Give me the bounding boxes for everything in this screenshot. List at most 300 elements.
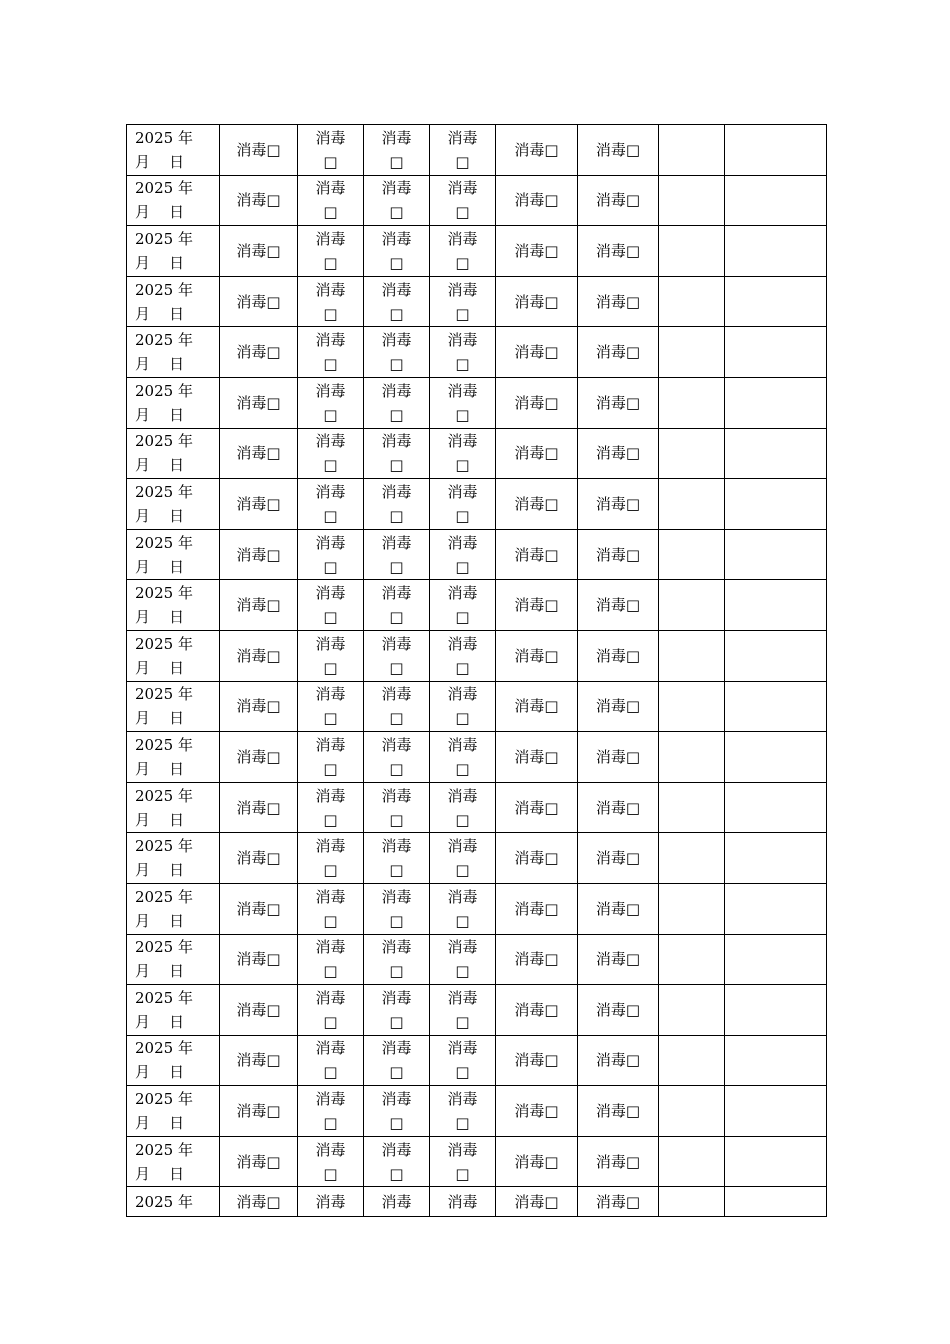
- blank-cell-a[interactable]: [659, 580, 725, 631]
- disinfect-cell-4: [430, 428, 496, 479]
- blank-cell-a[interactable]: [659, 1035, 725, 1086]
- disinfect-checkbox-label[interactable]: 消毒□: [315, 381, 346, 424]
- month-day-label: 月 日: [135, 253, 185, 272]
- date-cell[interactable]: [127, 479, 220, 530]
- blank-cell-b[interactable]: [725, 1136, 827, 1187]
- disinfect-checkbox-label[interactable]: 消毒□: [381, 584, 412, 627]
- disinfect-cell-2: [298, 580, 364, 631]
- disinfect-checkbox-label[interactable]: 消毒□: [595, 646, 641, 665]
- blank-cell-a[interactable]: [659, 883, 725, 934]
- disinfect-checkbox-label[interactable]: 消毒□: [315, 634, 346, 677]
- disinfect-checkbox-label[interactable]: 消毒□: [315, 533, 346, 576]
- disinfect-checkbox-label[interactable]: 消毒□: [514, 646, 559, 665]
- disinfect-checkbox-label[interactable]: 消毒□: [447, 1140, 478, 1183]
- disinfect-checkbox-label[interactable]: 消毒□: [315, 1140, 346, 1183]
- disinfect-checkbox-label[interactable]: 消毒□: [514, 545, 559, 564]
- disinfect-checkbox-label[interactable]: 消毒□: [447, 1039, 478, 1082]
- log-row: [127, 580, 827, 631]
- blank-cell-b[interactable]: [725, 934, 827, 985]
- disinfect-checkbox-label[interactable]: 消毒□: [595, 798, 641, 817]
- disinfect-cell-4: [430, 1035, 496, 1086]
- date-cell[interactable]: [127, 125, 220, 176]
- blank-cell-b[interactable]: [725, 681, 827, 732]
- disinfect-checkbox-label[interactable]: 消毒□: [514, 494, 559, 513]
- disinfect-checkbox-label[interactable]: 消毒□: [447, 280, 478, 323]
- year-label: 2025 年: [135, 685, 193, 704]
- disinfect-checkbox-label[interactable]: 消毒□: [447, 887, 478, 930]
- disinfect-checkbox-label[interactable]: 消毒□: [315, 938, 346, 981]
- disinfect-cell-4: [430, 327, 496, 378]
- disinfect-cell-5: [496, 327, 578, 378]
- disinfect-checkbox-label[interactable]: 消毒□: [514, 1152, 559, 1171]
- disinfect-checkbox-label[interactable]: 消毒: [381, 1192, 412, 1211]
- blank-cell-b[interactable]: [725, 1035, 827, 1086]
- date-cell[interactable]: [127, 732, 220, 783]
- disinfect-checkbox-label[interactable]: 消毒□: [236, 747, 281, 766]
- disinfect-cell-1: [220, 732, 298, 783]
- blank-cell-a[interactable]: [659, 276, 725, 327]
- date-cell[interactable]: [127, 580, 220, 631]
- blank-cell-b[interactable]: [725, 985, 827, 1036]
- log-row: [127, 226, 827, 277]
- disinfect-checkbox-label[interactable]: 消毒□: [595, 899, 641, 918]
- disinfect-checkbox-label[interactable]: 消毒□: [447, 584, 478, 627]
- date-cell[interactable]: [127, 782, 220, 833]
- disinfect-cell-1: [220, 934, 298, 985]
- log-row: [127, 630, 827, 681]
- disinfect-checkbox-label[interactable]: 消毒□: [381, 887, 412, 930]
- disinfect-cell-1: [220, 529, 298, 580]
- disinfect-cell-4: [430, 175, 496, 226]
- disinfect-cell-1: [220, 226, 298, 277]
- disinfect-checkbox-label[interactable]: 消毒□: [514, 697, 559, 716]
- blank-cell-a[interactable]: [659, 327, 725, 378]
- disinfect-checkbox-label[interactable]: 消毒□: [595, 191, 641, 210]
- disinfect-cell-2: [298, 630, 364, 681]
- blank-cell-b[interactable]: [725, 226, 827, 277]
- disinfect-cell-3: [364, 175, 430, 226]
- date-cell[interactable]: [127, 226, 220, 277]
- disinfect-cell-5: [496, 428, 578, 479]
- blank-cell-b[interactable]: [725, 1187, 827, 1217]
- disinfect-checkbox-label[interactable]: 消毒□: [381, 1090, 412, 1133]
- year-label: 2025 年: [135, 1140, 193, 1159]
- disinfect-checkbox-label[interactable]: 消毒□: [447, 482, 478, 525]
- month-day-label: 月 日: [135, 355, 185, 374]
- disinfect-cell-6: [578, 226, 659, 277]
- blank-cell-a[interactable]: [659, 529, 725, 580]
- month-day-label: 月 日: [135, 152, 185, 171]
- disinfect-checkbox-label[interactable]: 消毒□: [447, 179, 478, 222]
- disinfect-checkbox-label[interactable]: 消毒□: [514, 596, 559, 615]
- disinfect-checkbox-label[interactable]: 消毒□: [595, 140, 641, 159]
- disinfect-cell-1: [220, 377, 298, 428]
- disinfect-checkbox-label[interactable]: 消毒□: [236, 393, 281, 412]
- blank-cell-b[interactable]: [725, 580, 827, 631]
- disinfect-checkbox-label[interactable]: 消毒: [315, 1192, 346, 1211]
- blank-cell-a[interactable]: [659, 377, 725, 428]
- disinfect-checkbox-label[interactable]: 消毒□: [315, 887, 346, 930]
- disinfect-checkbox-label[interactable]: 消毒□: [447, 331, 478, 374]
- disinfect-cell-5: [496, 630, 578, 681]
- disinfect-checkbox-label[interactable]: 消毒□: [381, 331, 412, 374]
- log-row: [127, 681, 827, 732]
- disinfect-cell-1: [220, 327, 298, 378]
- month-day-label: 月 日: [135, 456, 185, 475]
- blank-cell-a[interactable]: [659, 428, 725, 479]
- year-label: 2025 年: [135, 533, 193, 552]
- disinfect-checkbox-label[interactable]: 消毒□: [595, 747, 641, 766]
- blank-cell-b[interactable]: [725, 1086, 827, 1137]
- disinfect-checkbox-label[interactable]: 消毒□: [315, 988, 346, 1031]
- disinfect-checkbox-label[interactable]: 消毒□: [315, 685, 346, 728]
- disinfect-cell-4: [430, 732, 496, 783]
- disinfect-cell-5: [496, 934, 578, 985]
- disinfect-checkbox-label[interactable]: 消毒□: [447, 634, 478, 677]
- disinfect-checkbox-label[interactable]: 消毒□: [595, 849, 641, 868]
- disinfect-checkbox-label[interactable]: 消毒□: [381, 128, 412, 171]
- year-label: 2025 年: [135, 988, 193, 1007]
- year-label: 2025 年: [135, 229, 193, 248]
- disinfect-checkbox-label[interactable]: 消毒□: [595, 1152, 641, 1171]
- disinfect-checkbox-label[interactable]: 消毒□: [381, 280, 412, 323]
- disinfect-cell-4: [430, 934, 496, 985]
- disinfect-checkbox-label[interactable]: 消毒□: [315, 837, 346, 880]
- blank-cell-a[interactable]: [659, 630, 725, 681]
- disinfect-checkbox-label[interactable]: 消毒□: [236, 646, 281, 665]
- date-cell[interactable]: [127, 377, 220, 428]
- disinfect-cell-4: [430, 883, 496, 934]
- disinfect-checkbox-label[interactable]: 消毒□: [447, 735, 478, 778]
- disinfect-checkbox-label[interactable]: 消毒□: [381, 1140, 412, 1183]
- blank-cell-b[interactable]: [725, 377, 827, 428]
- blank-cell-a[interactable]: [659, 1187, 725, 1217]
- date-cell[interactable]: [127, 630, 220, 681]
- disinfect-cell-1: [220, 580, 298, 631]
- disinfect-checkbox-label[interactable]: 消毒□: [447, 381, 478, 424]
- disinfect-cell-5: [496, 479, 578, 530]
- disinfect-cell-6: [578, 479, 659, 530]
- disinfect-cell-3: [364, 1035, 430, 1086]
- disinfect-checkbox-label[interactable]: 消毒□: [381, 1039, 412, 1082]
- month-day-label: 月 日: [135, 506, 185, 525]
- disinfect-checkbox-label[interactable]: 消毒□: [236, 292, 281, 311]
- disinfect-cell-6: [578, 125, 659, 176]
- disinfect-checkbox-label[interactable]: 消毒□: [315, 280, 346, 323]
- disinfect-checkbox-label[interactable]: 消毒□: [514, 241, 559, 260]
- disinfect-checkbox-label[interactable]: 消毒□: [514, 747, 559, 766]
- disinfect-checkbox-label[interactable]: 消毒□: [514, 393, 559, 412]
- date-cell[interactable]: [127, 934, 220, 985]
- disinfect-checkbox-label[interactable]: 消毒□: [236, 494, 281, 513]
- disinfect-checkbox-label[interactable]: 消毒□: [381, 381, 412, 424]
- disinfect-checkbox-label[interactable]: 消毒□: [595, 1192, 641, 1211]
- disinfect-checkbox-label[interactable]: 消毒□: [381, 837, 412, 880]
- blank-cell-a[interactable]: [659, 833, 725, 884]
- date-cell[interactable]: [127, 1086, 220, 1137]
- disinfect-checkbox-label[interactable]: 消毒□: [236, 950, 281, 969]
- disinfect-checkbox-label[interactable]: 消毒□: [381, 229, 412, 272]
- disinfect-cell-1: [220, 1136, 298, 1187]
- disinfect-cell-1: [220, 630, 298, 681]
- log-row: [127, 1035, 827, 1086]
- disinfect-checkbox-label[interactable]: 消毒□: [595, 444, 641, 463]
- disinfect-cell-3: [364, 1187, 430, 1217]
- disinfect-cell-4: [430, 1187, 496, 1217]
- disinfect-checkbox-label[interactable]: 消毒□: [236, 140, 281, 159]
- disinfect-cell-6: [578, 630, 659, 681]
- disinfect-cell-4: [430, 580, 496, 631]
- year-label: 2025 年: [135, 280, 193, 299]
- blank-cell-a[interactable]: [659, 125, 725, 176]
- blank-cell-a[interactable]: [659, 934, 725, 985]
- blank-cell-b[interactable]: [725, 833, 827, 884]
- disinfect-checkbox-label[interactable]: 消毒: [447, 1192, 478, 1211]
- disinfect-cell-3: [364, 1086, 430, 1137]
- disinfect-checkbox-label[interactable]: 消毒□: [595, 1000, 641, 1019]
- disinfect-checkbox-label[interactable]: 消毒□: [514, 798, 559, 817]
- disinfect-cell-1: [220, 833, 298, 884]
- disinfect-checkbox-label[interactable]: 消毒□: [447, 229, 478, 272]
- disinfect-checkbox-label[interactable]: 消毒□: [447, 533, 478, 576]
- disinfect-checkbox-label[interactable]: 消毒□: [514, 899, 559, 918]
- disinfect-checkbox-label[interactable]: 消毒□: [236, 1102, 281, 1121]
- log-row: [127, 833, 827, 884]
- disinfect-checkbox-label[interactable]: 消毒□: [514, 191, 559, 210]
- blank-cell-b[interactable]: [725, 327, 827, 378]
- disinfect-cell-1: [220, 276, 298, 327]
- disinfect-checkbox-label[interactable]: 消毒□: [514, 849, 559, 868]
- disinfect-checkbox-label[interactable]: 消毒□: [315, 1090, 346, 1133]
- month-day-label: 月 日: [135, 861, 185, 880]
- month-day-label: 月 日: [135, 1063, 185, 1082]
- disinfect-checkbox-label[interactable]: 消毒□: [381, 938, 412, 981]
- disinfect-checkbox-label[interactable]: 消毒□: [514, 444, 559, 463]
- disinfect-checkbox-label[interactable]: 消毒□: [315, 584, 346, 627]
- disinfect-checkbox-label[interactable]: 消毒□: [236, 191, 281, 210]
- disinfect-checkbox-label[interactable]: 消毒□: [514, 1051, 559, 1070]
- disinfect-checkbox-label[interactable]: 消毒□: [595, 292, 641, 311]
- blank-cell-a[interactable]: [659, 479, 725, 530]
- disinfect-checkbox-label[interactable]: 消毒□: [236, 241, 281, 260]
- disinfect-cell-2: [298, 479, 364, 530]
- disinfect-cell-1: [220, 1187, 298, 1217]
- disinfect-checkbox-label[interactable]: 消毒□: [236, 798, 281, 817]
- disinfect-cell-2: [298, 985, 364, 1036]
- disinfect-cell-5: [496, 580, 578, 631]
- date-cell[interactable]: [127, 529, 220, 580]
- disinfect-checkbox-label[interactable]: 消毒□: [315, 735, 346, 778]
- disinfect-cell-2: [298, 428, 364, 479]
- disinfect-checkbox-label[interactable]: 消毒□: [447, 988, 478, 1031]
- disinfect-checkbox-label[interactable]: 消毒□: [381, 988, 412, 1031]
- disinfect-checkbox-label[interactable]: 消毒□: [447, 1090, 478, 1133]
- log-row: [127, 1086, 827, 1137]
- disinfect-checkbox-label[interactable]: 消毒□: [447, 938, 478, 981]
- disinfect-checkbox-label[interactable]: 消毒□: [315, 1039, 346, 1082]
- date-cell[interactable]: [127, 1187, 220, 1217]
- disinfect-checkbox-label[interactable]: 消毒□: [381, 685, 412, 728]
- disinfect-checkbox-label[interactable]: 消毒□: [315, 331, 346, 374]
- date-cell[interactable]: [127, 1136, 220, 1187]
- disinfect-checkbox-label[interactable]: 消毒□: [447, 128, 478, 171]
- disinfect-cell-6: [578, 377, 659, 428]
- disinfect-checkbox-label[interactable]: 消毒□: [595, 393, 641, 412]
- date-cell[interactable]: [127, 883, 220, 934]
- disinfect-checkbox-label[interactable]: 消毒□: [315, 179, 346, 222]
- disinfect-checkbox-label[interactable]: 消毒□: [236, 1152, 281, 1171]
- log-row: [127, 428, 827, 479]
- date-cell[interactable]: [127, 276, 220, 327]
- blank-cell-b[interactable]: [725, 883, 827, 934]
- disinfect-checkbox-label[interactable]: 消毒□: [514, 1000, 559, 1019]
- disinfect-checkbox-label[interactable]: 消毒□: [595, 241, 641, 260]
- month-day-label: 月 日: [135, 1164, 185, 1183]
- month-day-label: 月 日: [135, 810, 185, 829]
- date-cell[interactable]: [127, 428, 220, 479]
- disinfect-checkbox-label[interactable]: 消毒□: [381, 634, 412, 677]
- blank-cell-b[interactable]: [725, 276, 827, 327]
- month-day-label: 月 日: [135, 608, 185, 627]
- disinfect-checkbox-label[interactable]: 消毒□: [595, 1102, 641, 1121]
- disinfect-checkbox-label[interactable]: 消毒□: [236, 545, 281, 564]
- disinfect-cell-1: [220, 985, 298, 1036]
- disinfect-checkbox-label[interactable]: 消毒□: [595, 950, 641, 969]
- blank-cell-b[interactable]: [725, 782, 827, 833]
- disinfect-checkbox-label[interactable]: 消毒□: [514, 140, 559, 159]
- blank-cell-a[interactable]: [659, 732, 725, 783]
- blank-cell-b[interactable]: [725, 630, 827, 681]
- blank-cell-a[interactable]: [659, 175, 725, 226]
- log-row: [127, 1136, 827, 1187]
- disinfect-checkbox-label[interactable]: 消毒□: [595, 494, 641, 513]
- log-row: [127, 1187, 827, 1217]
- disinfect-cell-1: [220, 125, 298, 176]
- disinfect-checkbox-label[interactable]: 消毒□: [595, 1051, 641, 1070]
- disinfect-cell-4: [430, 377, 496, 428]
- disinfect-checkbox-label[interactable]: 消毒□: [315, 786, 346, 829]
- disinfect-checkbox-label[interactable]: 消毒□: [315, 482, 346, 525]
- disinfect-cell-5: [496, 125, 578, 176]
- disinfect-cell-4: [430, 1136, 496, 1187]
- blank-cell-b[interactable]: [725, 125, 827, 176]
- disinfect-checkbox-label[interactable]: 消毒□: [447, 432, 478, 475]
- disinfect-checkbox-label[interactable]: 消毒□: [236, 596, 281, 615]
- year-label: 2025 年: [135, 128, 193, 147]
- blank-cell-a[interactable]: [659, 681, 725, 732]
- disinfect-cell-1: [220, 1086, 298, 1137]
- disinfect-cell-2: [298, 782, 364, 833]
- disinfect-cell-2: [298, 327, 364, 378]
- disinfect-checkbox-label[interactable]: 消毒□: [236, 343, 281, 362]
- disinfect-checkbox-label[interactable]: 消毒□: [236, 1051, 281, 1070]
- disinfect-checkbox-label[interactable]: 消毒□: [595, 697, 641, 716]
- date-cell[interactable]: [127, 175, 220, 226]
- disinfect-cell-5: [496, 732, 578, 783]
- disinfect-checkbox-label[interactable]: 消毒□: [381, 432, 412, 475]
- blank-cell-b[interactable]: [725, 175, 827, 226]
- disinfect-cell-2: [298, 681, 364, 732]
- disinfect-cell-2: [298, 1187, 364, 1217]
- year-label: 2025 年: [135, 634, 193, 653]
- disinfect-cell-2: [298, 529, 364, 580]
- disinfect-checkbox-label[interactable]: 消毒□: [447, 837, 478, 880]
- disinfect-checkbox-label[interactable]: 消毒□: [236, 899, 281, 918]
- blank-cell-a[interactable]: [659, 782, 725, 833]
- disinfect-checkbox-label[interactable]: 消毒□: [595, 596, 641, 615]
- disinfect-cell-6: [578, 529, 659, 580]
- date-cell[interactable]: [127, 985, 220, 1036]
- disinfect-checkbox-label[interactable]: 消毒□: [595, 343, 641, 362]
- blank-cell-b[interactable]: [725, 428, 827, 479]
- log-row: [127, 883, 827, 934]
- disinfect-checkbox-label[interactable]: 消毒□: [236, 697, 281, 716]
- log-row: [127, 732, 827, 783]
- disinfect-cell-2: [298, 732, 364, 783]
- year-label: 2025 年: [135, 482, 193, 501]
- date-cell[interactable]: [127, 681, 220, 732]
- date-cell[interactable]: [127, 833, 220, 884]
- disinfect-checkbox-label[interactable]: 消毒□: [514, 1192, 559, 1211]
- blank-cell-a[interactable]: [659, 985, 725, 1036]
- year-label: 2025 年: [135, 331, 193, 350]
- disinfect-checkbox-label[interactable]: 消毒□: [514, 292, 559, 311]
- disinfect-checkbox-label[interactable]: 消毒□: [236, 1000, 281, 1019]
- disinfect-checkbox-label[interactable]: 消毒□: [595, 545, 641, 564]
- disinfect-cell-4: [430, 681, 496, 732]
- year-label: 2025 年: [135, 1090, 193, 1109]
- blank-cell-b[interactable]: [725, 479, 827, 530]
- disinfect-checkbox-label[interactable]: 消毒□: [381, 533, 412, 576]
- disinfect-checkbox-label[interactable]: 消毒□: [514, 1102, 559, 1121]
- disinfect-checkbox-label[interactable]: 消毒□: [315, 432, 346, 475]
- blank-cell-b[interactable]: [725, 529, 827, 580]
- disinfect-checkbox-label[interactable]: 消毒□: [236, 444, 281, 463]
- disinfect-cell-6: [578, 580, 659, 631]
- disinfect-checkbox-label[interactable]: 消毒□: [236, 849, 281, 868]
- log-row: [127, 377, 827, 428]
- disinfect-cell-3: [364, 1136, 430, 1187]
- disinfect-checkbox-label[interactable]: 消毒□: [381, 179, 412, 222]
- blank-cell-b[interactable]: [725, 732, 827, 783]
- disinfect-checkbox-label[interactable]: 消毒□: [447, 685, 478, 728]
- disinfect-checkbox-label[interactable]: 消毒□: [514, 343, 559, 362]
- disinfect-cell-4: [430, 1086, 496, 1137]
- disinfect-cell-4: [430, 630, 496, 681]
- disinfect-checkbox-label[interactable]: 消毒□: [381, 482, 412, 525]
- blank-cell-a[interactable]: [659, 226, 725, 277]
- disinfect-checkbox-label[interactable]: 消毒□: [381, 735, 412, 778]
- disinfect-cell-1: [220, 782, 298, 833]
- disinfect-cell-3: [364, 630, 430, 681]
- disinfect-cell-3: [364, 580, 430, 631]
- disinfect-checkbox-label[interactable]: 消毒□: [447, 786, 478, 829]
- blank-cell-a[interactable]: [659, 1136, 725, 1187]
- disinfect-checkbox-label[interactable]: 消毒□: [514, 950, 559, 969]
- date-cell[interactable]: [127, 327, 220, 378]
- disinfect-checkbox-label[interactable]: 消毒□: [236, 1192, 281, 1211]
- blank-cell-a[interactable]: [659, 1086, 725, 1137]
- year-label: 2025 年: [135, 179, 193, 198]
- disinfect-cell-4: [430, 529, 496, 580]
- date-cell[interactable]: [127, 1035, 220, 1086]
- month-day-label: 月 日: [135, 203, 185, 222]
- disinfect-checkbox-label[interactable]: 消毒□: [315, 229, 346, 272]
- disinfect-cell-2: [298, 833, 364, 884]
- disinfect-checkbox-label[interactable]: 消毒□: [381, 786, 412, 829]
- disinfect-checkbox-label[interactable]: 消毒□: [315, 128, 346, 171]
- year-label: 2025 年: [135, 887, 193, 906]
